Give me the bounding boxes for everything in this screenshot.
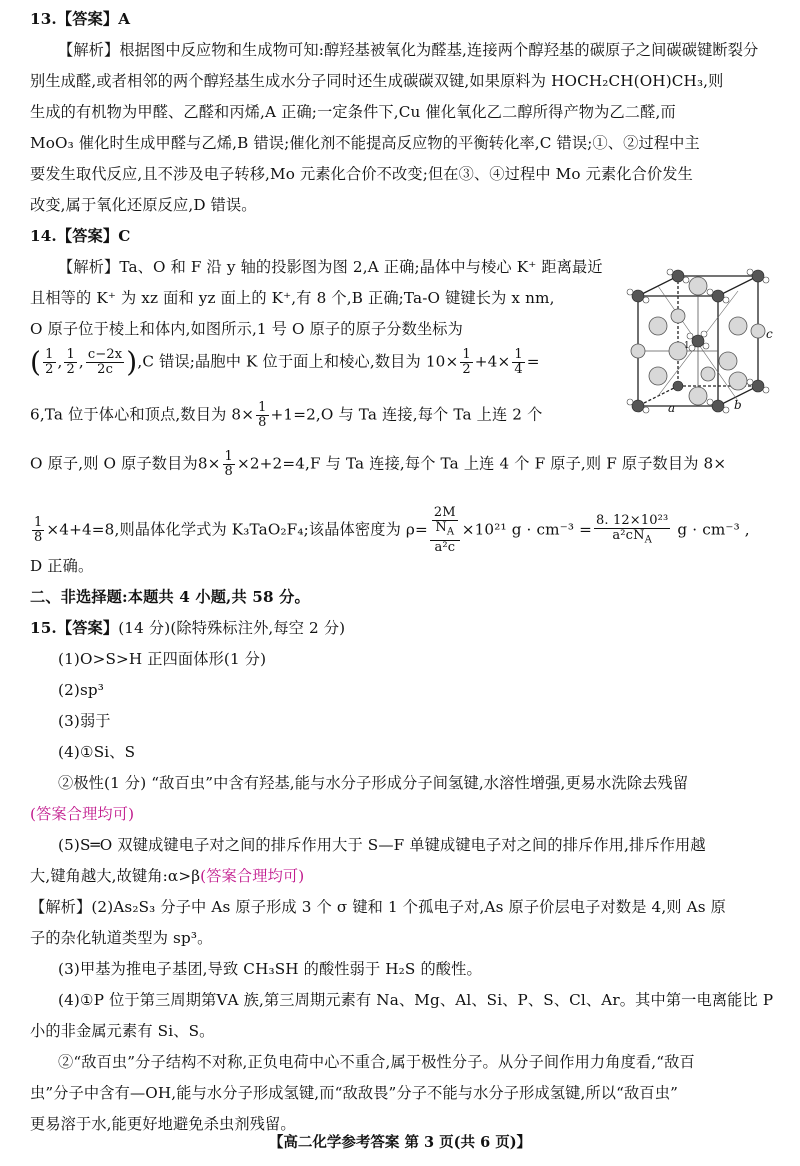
q15-analysis-line: (3)甲基为推电子基团,导致 CH₃SH 的酸性弱于 H₂S 的酸性。 bbox=[58, 960, 482, 978]
density-fraction-simplified: $\frac{\text{8. 12×10²³}}{a^2cN_A}$ bbox=[595, 512, 669, 546]
q14-o-count-line: O 原子,则 O 原子数目为8× $\frac{1}{8}$ ×2+2=4,F 与 Ta 连接,每个 Ta 上连 4 个 F 原子,则 F 原子数目为 8× bbox=[30, 449, 727, 479]
q14-text: +4× bbox=[474, 352, 511, 371]
q15-analysis-line: 更易溶于水,能更好地避免杀虫剂残留。 bbox=[30, 1115, 296, 1133]
crystal-unit-cell-figure bbox=[608, 256, 788, 431]
q15-analysis-line: 小的非金属元素有 Si、S。 bbox=[30, 1022, 215, 1040]
q14-answer: 14.【答案】C bbox=[30, 227, 131, 245]
q15-answer-part: 大,键角越大,故键角:α>β(答案合理均可) bbox=[30, 867, 305, 885]
q14-density-line: $\frac{1}{8}$ ×4+4=8,则晶体化学式为 K₃TaO₂F₄;该晶体密度为 ρ= $\frac{\frac{2M}{N_A}}{\text{a²c}}$ ×10²¹ g · cm⁻³ = $\frac{\text{8. 12×10²³}}{a^2cN_A}$ g · cm⁻³ , bbox=[34, 505, 750, 555]
q15-answer: 15.【答案】(14 分)(除特殊标注外,每空 2 分) bbox=[30, 619, 346, 637]
q15-answer-part: (1)O>S>H 正四面体形(1 分) bbox=[58, 650, 267, 668]
axis-label-c: c bbox=[766, 327, 773, 341]
q14-text: ,C 错误;晶胞中 K 位于面上和棱心,数目为 10× bbox=[137, 352, 459, 371]
fraction-z-coordinate: $\frac{c-2x}{2c}$ bbox=[87, 347, 123, 377]
q14-coordinate-line: ( $\frac{1}{2}$ , $\frac{1}{2}$ , $\frac{c-2x}{2c}$ ),C 错误;晶胞中 K 位于面上和棱心,数目为 10× $\frac{1}{2}$ +4× $\frac{1}{4}$ = bbox=[30, 345, 540, 379]
q13-analysis-line: 要发生取代反应,且不涉及电子转移,Mo 元素化合价不改变;但在③、④过程中 Mo 元素化合价发生 bbox=[30, 165, 693, 183]
fraction-eighth: $\frac{1}{8}$ bbox=[224, 449, 233, 479]
axis-label-a: a bbox=[668, 401, 676, 415]
q14-analysis-line: D 正确。 bbox=[30, 557, 94, 575]
q15-answer-part: (3)弱于 bbox=[58, 712, 111, 730]
q15-analysis-line: ②“敌百虫”分子结构不对称,正负电荷中心不重合,属于极性分子。从分子间作用力角度看,“敌百 bbox=[58, 1053, 695, 1071]
fraction-quarter: $\frac{1}{4}$ bbox=[514, 347, 523, 377]
fraction-half: $\frac{1}{2}$ bbox=[45, 347, 54, 377]
q14-analysis-line: O 原子位于棱上和体内,如图所示,1 号 O 原子的原子分数坐标为 bbox=[30, 320, 463, 338]
q15-analysis-line: 【解析】(2)As₂S₃ 分子中 As 原子形成 3 个 σ 键和 1 个孤电子对,As 原子价层电子对数是 4,则 As 原 bbox=[30, 898, 726, 916]
q15-answer-part: ②极性(1 分) “敌百虫”中含有羟基,能与水分子形成分子间氢键,水溶性增强,更易水洗除去残留 bbox=[58, 774, 689, 792]
q13-analysis-line: 改变,属于氧化还原反应,D 错误。 bbox=[30, 196, 257, 214]
q15-note: (答案合理均可) bbox=[30, 805, 135, 823]
fraction-half: $\frac{1}{2}$ bbox=[462, 347, 471, 377]
q15-answer-part: (2)sp³ bbox=[58, 681, 105, 699]
density-fraction: $\frac{\frac{2M}{N_A}}{\text{a²c}}$ bbox=[430, 506, 460, 555]
page-footer: 【高二化学参考答案 第 3 页(共 6 页)】 bbox=[268, 1134, 532, 1151]
q14-analysis-line: 【解析】Ta、O 和 F 沿 y 轴的投影图为图 2,A 正确;晶体中与棱心 K⁺ 距离最近 bbox=[58, 258, 603, 276]
section-heading: 二、非选择题:本题共 4 小题,共 58 分。 bbox=[30, 588, 310, 606]
fraction-half: $\frac{1}{2}$ bbox=[66, 347, 75, 377]
axis-label-b: b bbox=[734, 398, 742, 412]
q15-answer-part: (5)S═O 双键成键电子对之间的排斥作用大于 S—F 单键成键电子对之间的排斥作用,排斥作用越 bbox=[58, 836, 706, 854]
q15-analysis-line: 子的杂化轨道类型为 sp³。 bbox=[30, 929, 213, 947]
atom-label-1: 1 bbox=[684, 341, 690, 351]
fraction-eighth: $\frac{1}{8}$ bbox=[258, 400, 267, 430]
q13-answer: 13.【答案】A bbox=[30, 10, 131, 28]
q14-ta-count-line: 6,Ta 位于体心和顶点,数目为 8× $\frac{1}{8}$ +1=2,O 与 Ta 连接,每个 Ta 上连 2 个 bbox=[30, 400, 543, 430]
q13-analysis-line: MoO₃ 催化时生成甲醛与乙烯,B 错误;催化剂不能提高反应物的平衡转化率,C 错误;①、②过程中主 bbox=[30, 134, 700, 152]
q15-analysis-line: 虫”分子中含有—OH,能与水分子形成氢键,而“敌敌畏”分子不能与水分子形成氢键,所以“敌百虫” bbox=[30, 1084, 678, 1102]
q14-text: = bbox=[526, 352, 540, 371]
q14-analysis-line: 且相等的 K⁺ 为 xz 面和 yz 面上的 K⁺,有 8 个,B 正确;Ta-O 键键长为 x nm, bbox=[30, 289, 555, 307]
q13-analysis-line: 【解析】根据图中反应物和生成物可知:醇羟基被氧化为醛基,连接两个醇羟基的碳原子之间碳碳键断裂分 bbox=[58, 41, 759, 59]
q13-analysis-line: 别生成醛,或者相邻的两个醇羟基生成水分子同时还生成碳碳双键,如果原料为 HOCH₂CH(OH)CH₃,则 bbox=[30, 72, 724, 90]
q15-analysis-line: (4)①P 位于第三周期第ⅤA 族,第三周期元素有 Na、Mg、Al、Si、P、S、Cl、Ar。其中第一电离能比 P bbox=[58, 991, 774, 1009]
q15-answer-part: (4)①Si、S bbox=[58, 743, 136, 761]
fraction-eighth: $\frac{1}{8}$ bbox=[34, 514, 43, 545]
q13-analysis-line: 生成的有机物为甲醛、乙醛和丙烯,A 正确;一定条件下,Cu 催化氧化乙二醇所得产物为乙二醛,而 bbox=[30, 103, 676, 121]
